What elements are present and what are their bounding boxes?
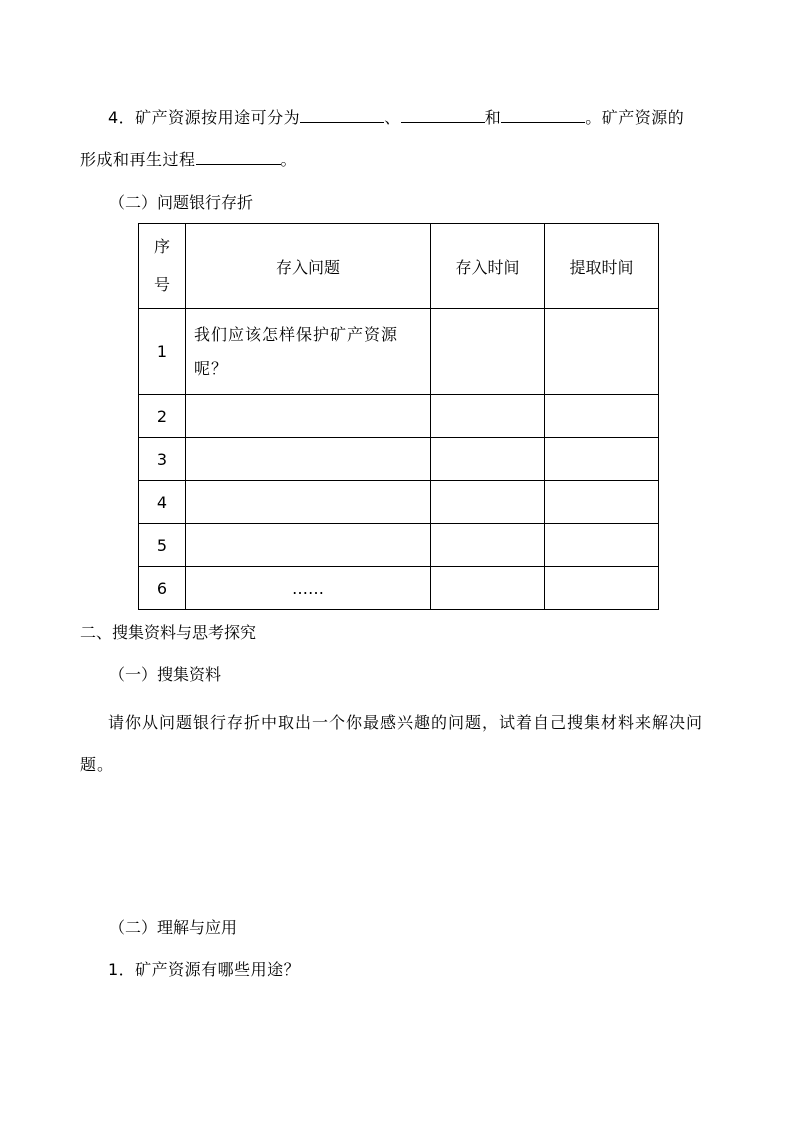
question-4-line2-suffix: 。 (280, 150, 298, 169)
withdraw-time-cell[interactable] (545, 567, 659, 610)
subsection-heading-collect-materials: （一）搜集资料 (109, 665, 222, 684)
question-cell[interactable] (186, 524, 431, 567)
header-number (139, 224, 186, 309)
question-cell[interactable] (186, 438, 431, 481)
answer-blank-2[interactable] (401, 108, 485, 123)
section-heading-research: 二、搜集资料与思考探究 (80, 623, 257, 642)
question-1: 1．矿产资源有哪些用途？ (108, 960, 301, 979)
deposit-time-cell[interactable] (431, 481, 545, 524)
fill-blank-question-4 (108, 105, 684, 128)
withdraw-time-cell[interactable] (545, 524, 659, 567)
question-bank-table (138, 223, 659, 610)
subsection-heading-understand-apply: （二）理解与应用 (109, 918, 238, 937)
withdraw-time-cell[interactable] (545, 309, 659, 395)
row-number: 6 (139, 567, 186, 610)
answer-blank-1[interactable] (300, 108, 384, 123)
table-row (139, 481, 659, 524)
row-number: 2 (139, 395, 186, 438)
header-number-top: 序 (153, 237, 170, 256)
separator-2: 和 (484, 108, 502, 127)
question-cell[interactable]: …… (186, 567, 431, 610)
row-number: 1 (139, 309, 186, 395)
deposit-time-cell[interactable] (431, 395, 545, 438)
row-number: 5 (139, 524, 186, 567)
separator-1: 、 (384, 108, 401, 127)
table-row (139, 567, 659, 610)
deposit-time-cell[interactable] (431, 309, 545, 395)
row-number: 3 (139, 438, 186, 481)
instruction-paragraph: 请你从问题银行存折中取出一个你最感兴趣的问题，试着自己搜集材料来解决问题。 (80, 713, 704, 774)
question-cell[interactable]: 我们应该怎样保护矿产资源呢？ (186, 309, 431, 395)
header-number-bottom: 号 (153, 275, 170, 294)
deposit-time-cell[interactable] (431, 567, 545, 610)
question-4-suffix: 。矿产资源的 (585, 108, 685, 127)
question-4-prefix: 4．矿产资源按用途可分为 (108, 108, 301, 127)
table-header-row (139, 224, 659, 309)
table-row (139, 438, 659, 481)
answer-blank-4[interactable] (196, 150, 281, 165)
table-row (139, 309, 659, 395)
table-row (139, 395, 659, 438)
withdraw-time-cell[interactable] (545, 395, 659, 438)
header-question: 存入问题 (186, 224, 431, 309)
row-number: 4 (139, 481, 186, 524)
fill-blank-question-4-line-2 (80, 147, 297, 170)
header-withdraw-time: 提取时间 (545, 224, 659, 309)
question-cell[interactable] (186, 481, 431, 524)
question-4-line2-prefix: 形成和再生过程 (80, 150, 196, 169)
section-heading-question-bank: （二）问题银行存折 (109, 193, 254, 212)
deposit-time-cell[interactable] (431, 524, 545, 567)
table-row (139, 524, 659, 567)
question-cell[interactable] (186, 395, 431, 438)
deposit-time-cell[interactable] (431, 438, 545, 481)
header-deposit-time: 存入时间 (431, 224, 545, 309)
answer-blank-3[interactable] (501, 108, 585, 123)
withdraw-time-cell[interactable] (545, 481, 659, 524)
withdraw-time-cell[interactable] (545, 438, 659, 481)
